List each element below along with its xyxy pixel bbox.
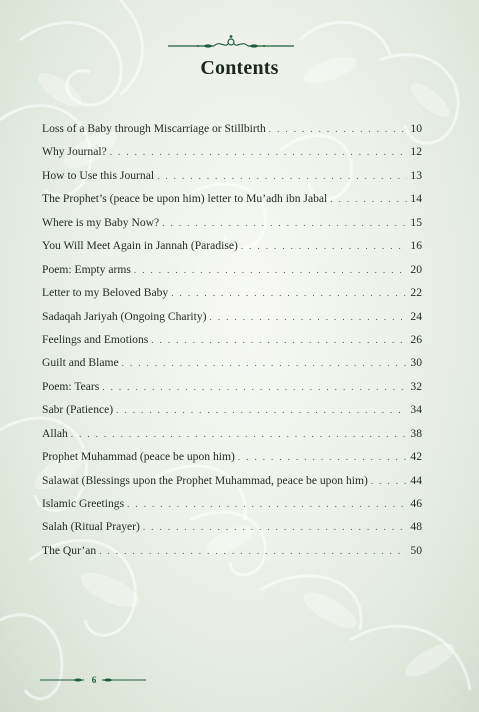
toc-entry-title: The Prophet’s (peace be upon him) letter to Mu’adh ibn Jabal xyxy=(42,192,328,206)
toc-entry-title: Why Journal? xyxy=(42,145,107,159)
dot-leader xyxy=(110,144,407,160)
toc-entry-page: 38 xyxy=(410,426,422,440)
toc-entry-title: Letter to my Beloved Baby xyxy=(42,286,169,300)
toc-entry[interactable] xyxy=(42,262,422,285)
toc-entry[interactable] xyxy=(42,309,422,332)
toc-entry-title: Islamic Greetings xyxy=(42,497,125,510)
dot-leader xyxy=(371,473,407,489)
dot-leader xyxy=(116,402,407,418)
toc-entry[interactable] xyxy=(42,191,422,214)
toc-entry[interactable] xyxy=(42,449,422,472)
toc-entry[interactable] xyxy=(42,426,422,449)
toc-entry-page: 24 xyxy=(410,309,422,323)
toc-entry-title: Allah xyxy=(42,426,68,440)
toc-entry-page: 32 xyxy=(410,379,422,393)
toc-entry-title: How to Use this Journal xyxy=(42,168,155,182)
dot-leader xyxy=(238,449,407,465)
toc-entry[interactable] xyxy=(42,144,422,167)
toc-entry-title: Salawat (Blessings upon the Prophet Muhammad, peace be upon him) xyxy=(42,473,368,487)
toc-entry[interactable] xyxy=(42,238,422,261)
toc-entry[interactable] xyxy=(42,496,422,519)
toc-entry-title: The Qur’an xyxy=(42,543,97,557)
toc-entry-title: Guilt and Blame xyxy=(42,356,119,370)
toc-entry-title: You Will Meet Again in Jannah (Paradise) xyxy=(42,239,238,253)
toc-entry[interactable] xyxy=(42,168,422,191)
toc-entry[interactable] xyxy=(42,519,422,542)
contents-heading: Contents xyxy=(200,57,279,79)
dot-leader xyxy=(157,168,407,184)
toc-entry-title: Sabr (Patience) xyxy=(42,403,114,417)
toc-entry-title: Loss of a Baby through Miscarriage or Stillbirth xyxy=(42,122,266,135)
toc-entry-title: Where is my Baby Now? xyxy=(42,215,160,229)
toc-entry-title: Feelings and Emotions xyxy=(42,332,149,346)
toc-entry-title: Poem: Tears xyxy=(42,379,100,393)
toc-entry-page: 16 xyxy=(410,239,422,253)
toc-entry-page: 14 xyxy=(410,192,422,206)
toc-entry-page: 12 xyxy=(410,145,422,159)
toc-entry[interactable] xyxy=(42,215,422,238)
toc-entry-page: 50 xyxy=(410,543,422,557)
toc-entry-title: Salah (Ritual Prayer) xyxy=(42,520,140,534)
dot-leader xyxy=(162,215,407,231)
toc-entry-page: 22 xyxy=(410,286,422,300)
dot-leader xyxy=(171,285,407,301)
dot-leader xyxy=(99,543,407,559)
dot-leader xyxy=(210,309,407,325)
toc-entry-page: 20 xyxy=(410,262,422,276)
toc-entry-page: 26 xyxy=(410,332,422,346)
toc-entry-page: 48 xyxy=(410,520,422,534)
dot-leader xyxy=(71,426,407,442)
dot-leader xyxy=(122,355,407,371)
top-ornament-divider xyxy=(168,34,294,54)
toc-entry[interactable] xyxy=(42,543,422,566)
dot-leader xyxy=(241,238,407,254)
toc-entry-title: Poem: Empty arms xyxy=(42,262,131,276)
toc-entry-page: 13 xyxy=(410,168,422,182)
dot-leader xyxy=(143,519,407,535)
toc-entry-page: 42 xyxy=(410,450,422,464)
toc-entry-page: 46 xyxy=(410,497,422,510)
toc-entry-title: Sadaqah Jariyah (Ongoing Charity) xyxy=(42,309,207,323)
page-number: 6 xyxy=(91,675,97,685)
toc-entry-page: 15 xyxy=(410,215,422,229)
toc-entry[interactable] xyxy=(42,402,422,425)
dot-leader xyxy=(102,379,407,395)
dot-leader xyxy=(134,262,407,278)
dot-leader xyxy=(269,121,407,137)
toc-entry[interactable] xyxy=(42,355,422,378)
toc-entry-title: Prophet Muhammad (peace be upon him) xyxy=(42,450,235,464)
toc-entry-page: 30 xyxy=(410,356,422,370)
toc-entry[interactable] xyxy=(42,379,422,402)
toc-entry[interactable] xyxy=(42,332,422,355)
dot-leader xyxy=(151,332,407,348)
toc-entry[interactable] xyxy=(42,121,422,144)
toc-entry-page: 10 xyxy=(410,122,422,135)
toc-entry[interactable] xyxy=(42,285,422,308)
toc-entry-page: 44 xyxy=(410,473,422,487)
dot-leader xyxy=(330,191,407,207)
toc-entry[interactable] xyxy=(42,473,422,496)
table-of-contents xyxy=(42,121,422,566)
toc-entry-page: 34 xyxy=(410,403,422,417)
dot-leader xyxy=(127,496,407,512)
